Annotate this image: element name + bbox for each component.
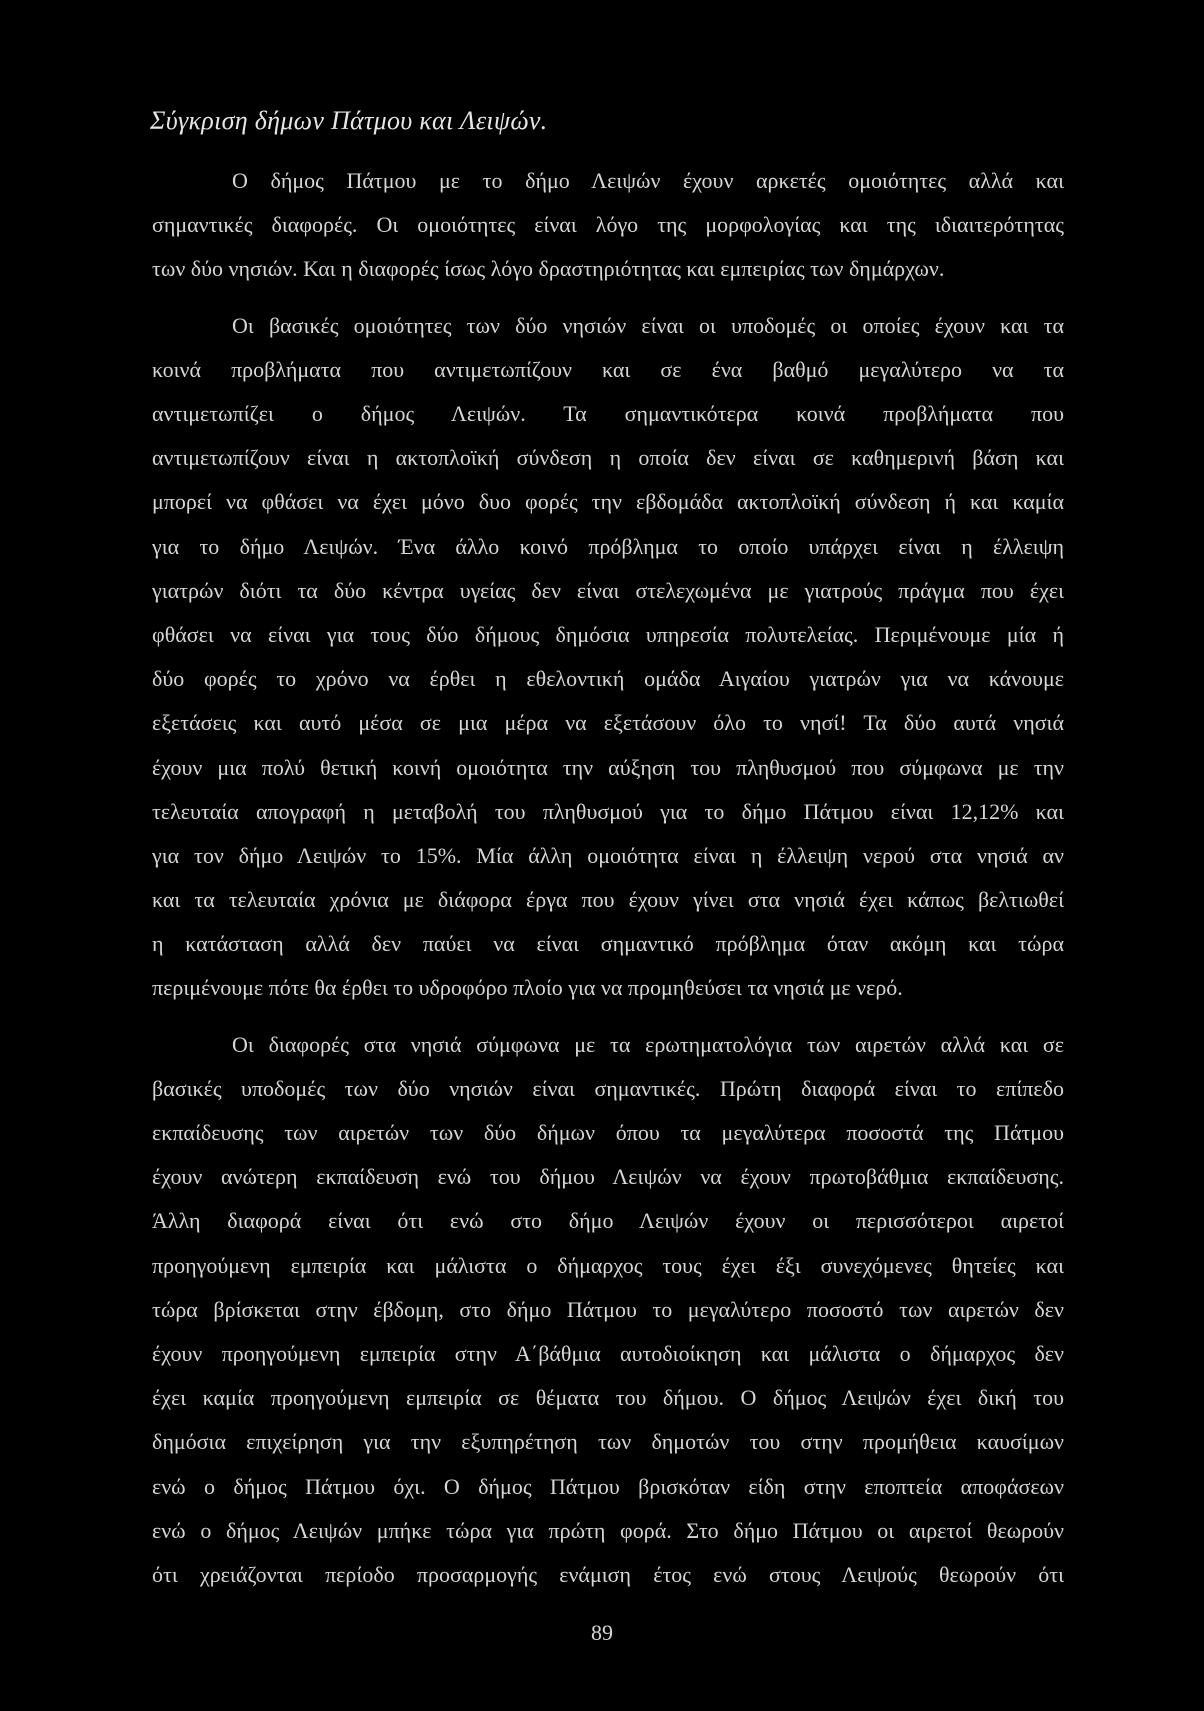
paragraph-1-line: των δύο νησιών. Και η διαφορές ίσως λόγο δραστηριότητας και εμπειρίας των δημάρχων. <box>152 256 945 281</box>
paragraph-3-line: ενώ ο δήμος Πάτμου όχι. Ο δήμος Πάτμου βρισκόταν είδη στην εποπτεία αποφάσεων <box>152 1474 1064 1499</box>
paragraph-2-line: περιμένουμε πότε θα έρθει το υδροφόρο πλοίο για να προμηθεύσει τα νησιά με νερό. <box>152 975 903 1000</box>
paragraph-3-line: έχουν ανώτερη εκπαίδευση ενώ του δήμου Λειψών να έχουν πρωτοβάθμια εκπαίδευσης. <box>152 1164 1064 1189</box>
paragraph-2-line: Οι βασικές ομοιότητες των δύο νησιών είναι οι υποδομές οι οποίες έχουν και τα <box>232 313 1064 338</box>
paragraph-2-line: αντιμετωπίζουν είναι η ακτοπλοϊκή σύνδεση η οποία δεν είναι σε καθημερινή βάση και <box>152 445 1064 470</box>
paragraph-3-line: εκπαίδευσης των αιρετών των δύο δήμων όπου τα μεγαλύτερα ποσοστά της Πάτμου <box>152 1120 1064 1145</box>
paragraph-2-line: γιατρών διότι τα δύο κέντρα υγείας δεν είναι στελεχωμένα με γιατρούς πράγμα που έχει <box>152 578 1064 603</box>
paragraph-2-line: και τα τελευταία χρόνια με διάφορα έργα που έχουν γίνει στα νησιά έχει κάπως βελτιωθεί <box>152 887 1064 912</box>
paragraph-2-line: κοινά προβλήματα που αντιμετωπίζουν και σε ένα βαθμό μεγαλύτερο να τα <box>152 357 1064 382</box>
paragraph-2-line: η κατάσταση αλλά δεν παύει να είναι σημαντικό πρόβλημα όταν ακόμη και τώρα <box>152 931 1064 956</box>
paragraph-2-line: εξετάσεις και αυτό μέσα σε μια μέρα να εξετάσουν όλο το νησί! Τα δύο αυτά νησιά <box>152 710 1064 735</box>
paragraph-3-line: Άλλη διαφορά είναι ότι ενώ στο δήμο Λειψών έχουν οι περισσότεροι αιρετοί <box>152 1208 1064 1233</box>
paragraph-3-line: Οι διαφορές στα νησιά σύμφωνα με τα ερωτηματολόγια των αιρετών αλλά και σε <box>232 1032 1064 1057</box>
paragraph-2-line: μπορεί να φθάσει να έχει μόνο δυο φορές την εβδομάδα ακτοπλοϊκή σύνδεση ή και καμία <box>152 489 1064 514</box>
paragraph-3-line: ενώ ο δήμος Λειψών μπήκε τώρα για πρώτη φορά. Στο δήμο Πάτμου οι αιρετοί θεωρούν <box>152 1518 1064 1543</box>
paragraph-3-line: προηγούμενη εμπειρία και μάλιστα ο δήμαρχος τους έχει έξι συνεχόμενες θητείες και <box>152 1253 1064 1278</box>
page-number: 89 <box>591 1620 613 1645</box>
paragraph-3-line: ότι χρειάζονται περίοδο προσαρμογής ενάμιση έτος ενώ στους Λειψούς θεωρούν ότι <box>152 1562 1064 1587</box>
paragraph-3-line: βασικές υποδομές των δύο νησιών είναι σημαντικές. Πρώτη διαφορά είναι το επίπεδο <box>152 1076 1064 1101</box>
section-heading: Σύγκριση δήμων Πάτμου και Λειψών. <box>150 106 548 135</box>
paragraph-2-line: δύο φορές το χρόνο να έρθει η εθελοντική ομάδα Αιγαίου γιατρών για να κάνουμε <box>152 666 1064 691</box>
paragraph-2-line: για τον δήμο Λειψών το 15%. Μία άλλη ομοιότητα είναι η έλλειψη νερού στα νησιά αν <box>152 843 1064 868</box>
paragraph-2-line: τελευταία απογραφή η μεταβολή του πληθυσμού για το δήμο Πάτμου είναι 12,12% και <box>152 799 1064 824</box>
paragraph-1-line: Ο δήμος Πάτμου με το δήμο Λειψών έχουν αρκετές ομοιότητες αλλά και <box>232 168 1064 193</box>
paragraph-3-line: δημόσια επιχείρηση για την εξυπηρέτηση των δημοτών του στην προμήθεια καυσίμων <box>152 1429 1064 1454</box>
paragraph-3-line: τώρα βρίσκεται στην έβδομη, στο δήμο Πάτμου το μεγαλύτερο ποσοστό των αιρετών δεν <box>152 1297 1064 1322</box>
paragraph-3-line: έχουν προηγούμενη εμπειρία στην Α΄βάθμια αυτοδιοίκηση και μάλιστα ο δήμαρχος δεν <box>152 1341 1064 1366</box>
paragraph-2-line: έχουν μια πολύ θετική κοινή ομοιότητα την αύξηση του πληθυσμού που σύμφωνα με την <box>152 755 1064 780</box>
paragraph-3-line: έχει καμία προηγούμενη εμπειρία σε θέματα του δήμου. Ο δήμος Λειψών έχει δική του <box>152 1385 1064 1410</box>
paragraph-2-line: φθάσει να είναι για τους δύο δήμους δημόσια υπηρεσία πολυτελείας. Περιμένουμε μία ή <box>152 622 1064 647</box>
paragraph-2-line: για το δήμο Λειψών. Ένα άλλο κοινό πρόβλημα το οποίο υπάρχει είναι η έλλειψη <box>152 534 1064 559</box>
paragraph-1-line: σημαντικές διαφορές. Οι ομοιότητες είναι λόγο της μορφολογίας και της ιδιαιτερότητας <box>152 212 1064 237</box>
paragraph-2-line: αντιμετωπίζει ο δήμος Λειψών. Τα σημαντικότερα κοινά προβλήματα που <box>152 401 1064 426</box>
